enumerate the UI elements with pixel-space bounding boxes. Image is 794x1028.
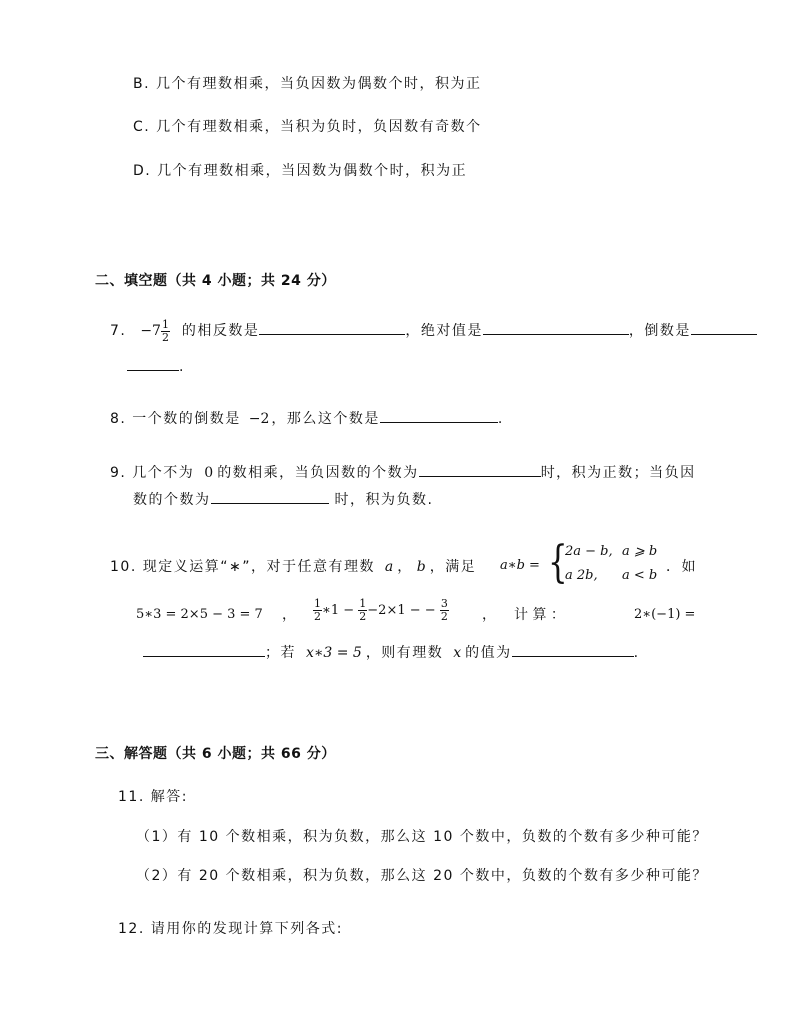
q10-var-a: a [384,559,394,575]
choice-c: C. 几个有理数相乘，当积为负时，负因数有奇数个 [133,119,482,135]
q10-text-3: ．如 [666,559,697,575]
q9-text-4: 数的个数为 [133,492,211,508]
q9-blank-odd[interactable] [211,487,329,504]
q9-text-1: 9. 几个不为 [110,465,195,481]
question-11-title: 11. 解答: [118,789,188,805]
q8-end: . [497,411,504,427]
q10-case-2-cond: a < b [622,568,658,583]
q10-case-1-expr: 2a − b, [565,544,613,559]
q10-example-2: $\frac{1}{2}$ ∗1 − $\frac{1}{2}$ −2×1 − − $\frac{3}{2}$ [314,597,448,623]
q10-var-x: x [453,645,462,661]
q10-brace: { [548,537,568,588]
q9-text-5: 时，积为负数. [334,492,434,508]
section-2-heading: 二、填空题（共 4 小题；共 24 分） [95,273,336,289]
q7-blank-absolute[interactable] [483,318,629,335]
q7-whole: −7 [140,323,161,339]
q10-condition: x∗3 = 5 [305,645,362,661]
question-11-part-1: （1）有 10 个数相乘，积为负数，那么这 10 个数中，负数的个数有多少种可能？ [136,829,708,845]
q10-calc-label: 计 算 ： [514,607,565,623]
q10-ask: 2∗(−1) = [634,607,696,622]
question-7-continued [127,354,185,377]
question-12-title: 12. 请用你的发现计算下列各式: [118,921,343,937]
q10-text-1: 10. 现定义运算“∗”，对于任意有理数 [110,559,375,575]
q10-var-b: b [416,559,426,575]
question-8 [110,406,504,429]
q7-text-reciprocal: ，倒数是 [628,323,691,339]
q10-text-6: 的值为 [465,645,512,661]
q8-text-2: ，那么这个数是 [271,411,380,427]
q10-blank-x[interactable] [512,640,634,657]
q10-case-1-cond: a ⩾ b [622,544,658,559]
question-10-line-1 [110,557,476,577]
q9-text-3: 时，积为正数；当负因 [540,465,696,481]
question-7 [110,318,757,344]
question-10-line-3 [143,640,640,663]
q7-fraction: $\frac{1}{2}$ [161,317,169,344]
q10-lhs: a∗b = [500,558,540,573]
q10-comma: ， [397,559,413,575]
q7-blank-reciprocal-a[interactable] [691,318,757,335]
q8-text: 8. 一个数的倒数是 [110,411,241,427]
q7-end: . [179,359,185,375]
q10-blank-calc[interactable] [143,640,265,657]
q10-separator-1: ， [282,607,298,623]
q10-text-5: ，则有理数 [365,645,444,661]
q10-separator-2: ， [482,607,498,623]
question-9-continued [133,487,433,510]
question-9 [110,460,696,483]
q7-blank-reciprocal-b[interactable] [127,354,179,371]
q7-blank-opposite[interactable] [259,318,405,335]
choice-b: B. 几个有理数相乘，当负因数为偶数个时，积为正 [133,76,482,92]
q8-blank[interactable] [380,406,498,423]
q7-number: 7. [110,323,127,339]
q7-text-opposite: 的相反数是 [181,323,260,339]
section-3-heading: 三、解答题（共 6 小题；共 66 分） [95,746,336,762]
q9-zero: 0 [204,465,214,481]
q10-text-2: ，满足 [429,559,477,575]
choice-d: D. 几个有理数相乘，当因数为偶数个时，积为正 [133,163,468,179]
q10-end: . [633,645,640,661]
q7-text-absolute: ，绝对值是 [405,323,483,339]
question-11-part-2: （2）有 20 个数相乘，积为负数，那么这 20 个数中，负数的个数有多少种可能？ [136,868,708,884]
q8-value: −2 [248,411,270,427]
q9-blank-even[interactable] [419,460,541,477]
q9-text-2: 的数相乘，当负因数的个数为 [217,465,419,481]
q10-example-1: 5∗3 = 2×5 − 3 = 7 [136,607,263,622]
q10-text-4: ；若 [265,645,296,661]
q10-case-2-expr: a 2b, [565,568,598,583]
